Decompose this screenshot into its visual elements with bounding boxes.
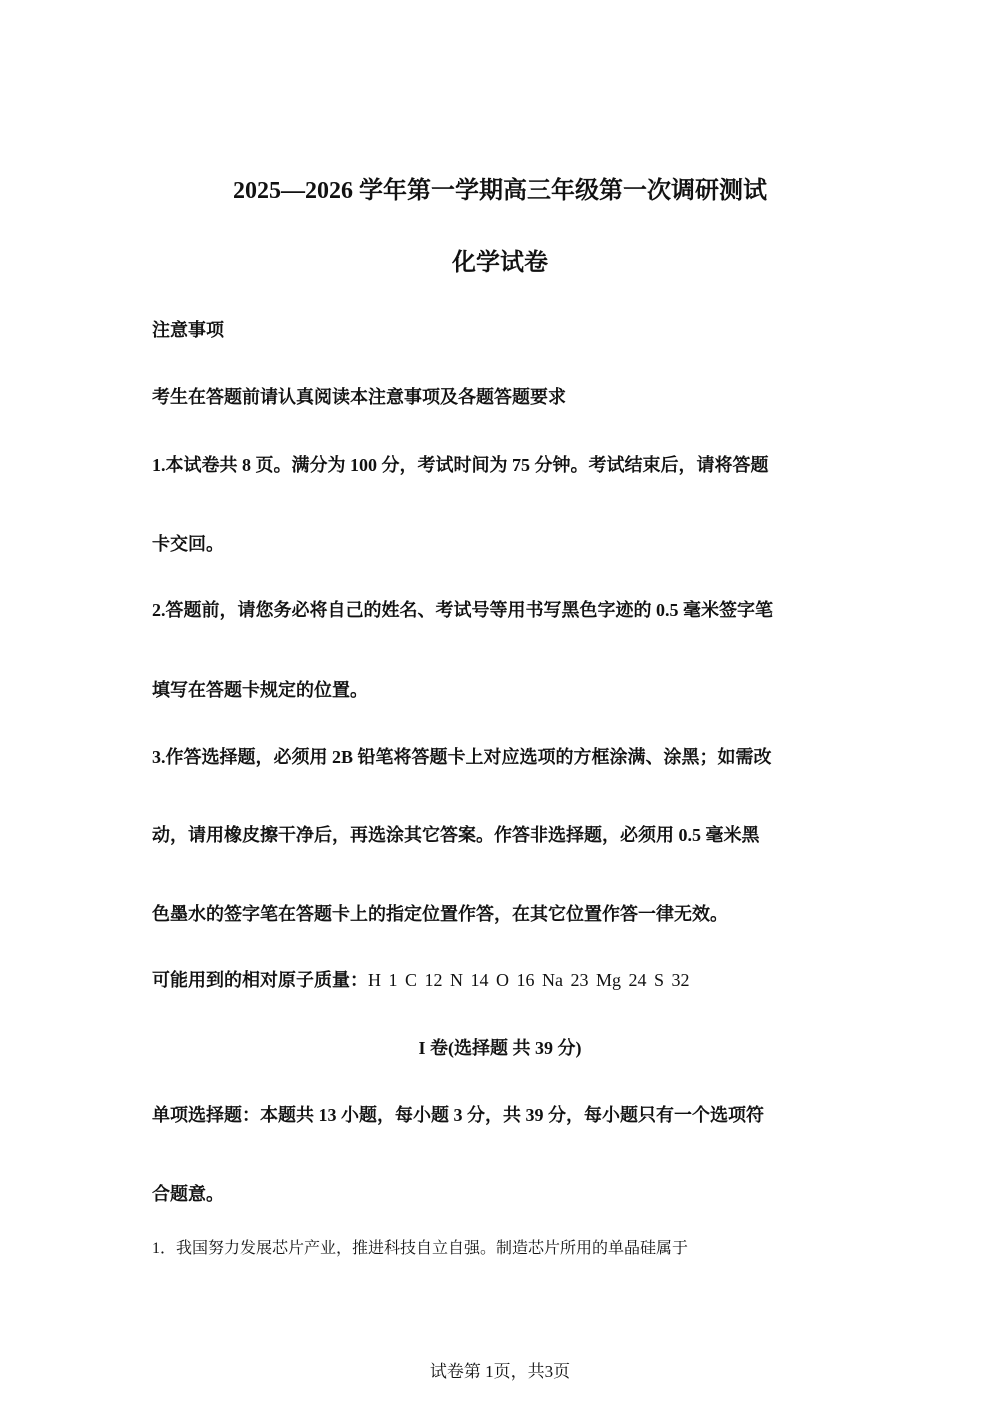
notice-item-1-line-1: 1.本试卷共 8 页。满分为 100 分，考试时间为 75 分钟。考试结束后，请将答题 bbox=[152, 455, 769, 475]
notice-item-1-line-2: 卡交回。 bbox=[152, 534, 224, 554]
atomic-mass-line bbox=[152, 966, 690, 992]
notice-intro: 考生在答题前请认真阅读本注意事项及各题答题要求 bbox=[152, 387, 566, 407]
section-heading: I 卷(选择题 共 39 分) bbox=[418, 1038, 582, 1058]
notice-item-3-line-3: 色墨水的签字笔在答题卡上的指定位置作答，在其它位置作答一律无效。 bbox=[152, 904, 728, 924]
atomic-mass-label: 可能用到的相对原子质量： bbox=[152, 970, 368, 990]
notice-item-2-line-1: 2.答题前，请您务必将自己的姓名、考试号等用书写黑色字迹的 0.5 毫米签字笔 bbox=[152, 600, 773, 620]
exam-title: 2025—2026 学年第一学期高三年级第一次调研测试 bbox=[233, 178, 767, 204]
page-footer: 试卷第 1页，共3页 bbox=[429, 1362, 571, 1381]
section-instruction-line-1: 单项选择题：本题共 13 小题，每小题 3 分，共 39 分，每小题只有一个选项符 bbox=[152, 1105, 764, 1125]
notice-item-3-line-2: 动，请用橡皮擦干净后，再选涂其它答案。作答非选择题，必须用 0.5 毫米黑 bbox=[152, 825, 760, 845]
question-1: 1．我国努力发展芯片产业，推进科技自立自强。制造芯片所用的单晶硅属于 bbox=[152, 1240, 689, 1257]
notice-item-2-line-2: 填写在答题卡规定的位置。 bbox=[152, 680, 368, 700]
notice-item-3-line-1: 3.作答选择题，必须用 2B 铅笔将答题卡上对应选项的方框涂满、涂黑；如需改 bbox=[152, 747, 772, 767]
section-instruction-line-2: 合题意。 bbox=[152, 1184, 224, 1204]
notice-heading: 注意事项 bbox=[152, 320, 224, 340]
atomic-mass-values: H 1 C 12 N 14 O 16 Na 23 Mg 24 S 32 bbox=[368, 970, 690, 990]
subject-title: 化学试卷 bbox=[452, 250, 548, 276]
